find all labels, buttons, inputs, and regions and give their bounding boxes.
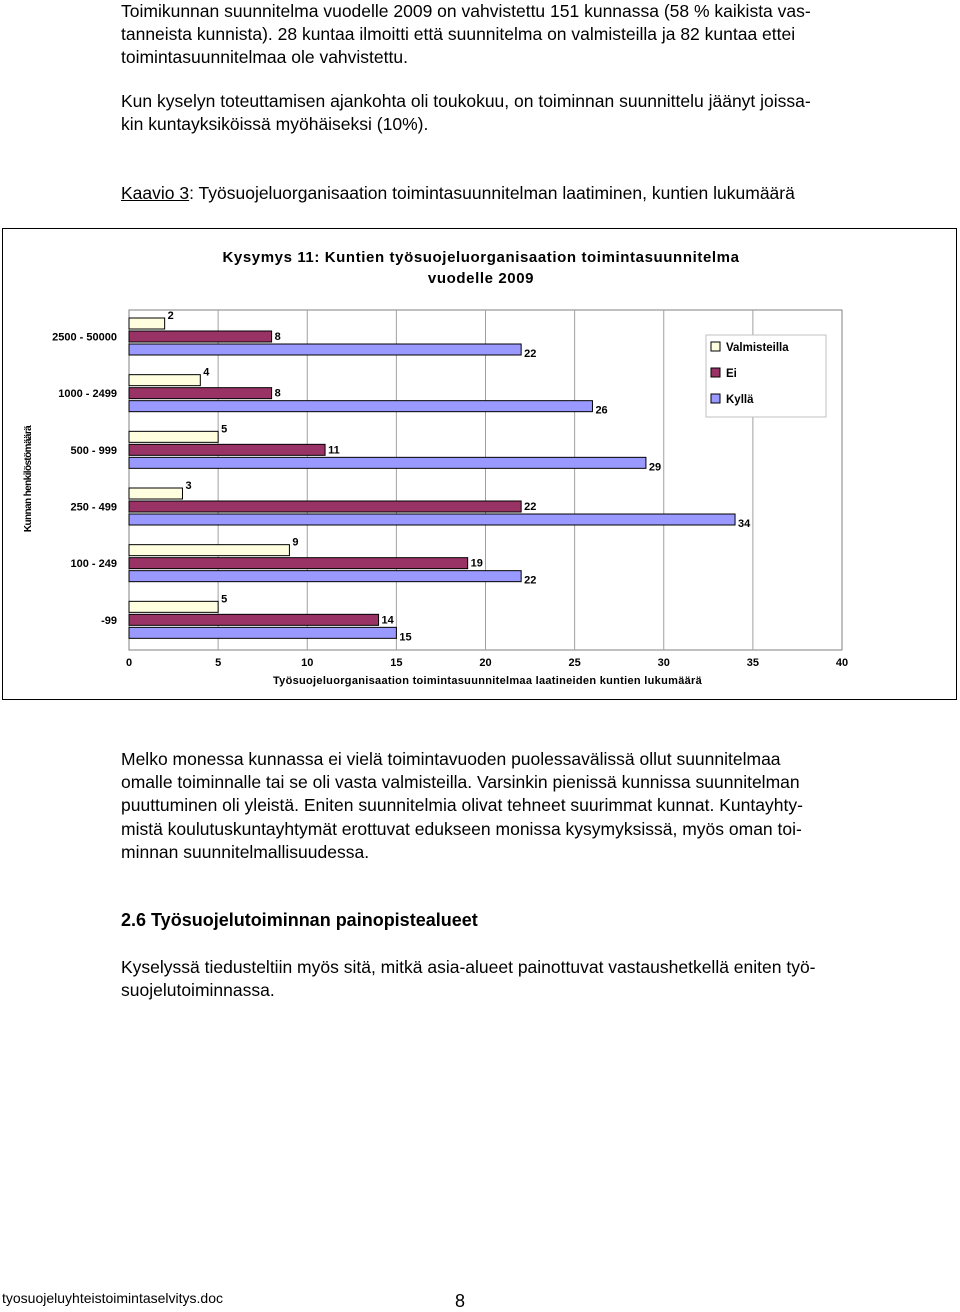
x-tick-label: 15	[390, 657, 403, 669]
chart-title-line-2: vuodelle 2009	[427, 270, 535, 287]
timing-line: kin kuntayksiköissä myöhäiseksi (10%).	[121, 114, 429, 135]
bar	[129, 488, 182, 499]
analysis-paragraph	[121, 748, 911, 864]
chart-caption	[121, 182, 795, 205]
x-tick-label: 20	[479, 657, 492, 669]
data-label: 26	[595, 404, 608, 417]
data-label: 22	[524, 574, 537, 587]
y-category-label: 2500 - 50000	[52, 331, 117, 344]
y-category-label: 500 - 999	[70, 444, 117, 457]
y-category-label: -99	[101, 614, 117, 627]
y-axis-label: Kunnan henkilöstömäärä	[23, 425, 34, 533]
chart-title: Kysymys 11: Kuntien työsuojeluorganisaation toimintasuunnitelma	[222, 249, 740, 266]
intro-line: toimintasuunnitelmaa ole vahvistettu.	[121, 47, 408, 68]
legend-label: Ei	[726, 368, 737, 380]
data-label: 34	[738, 518, 751, 530]
bar	[129, 501, 521, 512]
data-label: 15	[399, 631, 412, 644]
legend-label: Valmisteilla	[726, 342, 789, 354]
bar	[129, 318, 165, 329]
y-category-label: 1000 - 2499	[58, 388, 117, 401]
data-label: 9	[292, 536, 299, 549]
y-category-label: 100 - 249	[70, 558, 117, 571]
data-label: 29	[648, 461, 662, 474]
analysis-line: mistä koulutuskuntayhtymät erottuvat edukseen monissa kysymyksissä, myös oman toi-	[121, 818, 802, 839]
x-tick-label: 10	[301, 657, 314, 669]
x-tick-label: 30	[657, 657, 670, 669]
bar	[129, 457, 646, 468]
caption-text: : Työsuojeluorganisaation toimintasuunnitelman laatiminen, kuntien lukumäärä	[189, 183, 795, 203]
intro-line: tanneista kunnista). 28 kuntaa ilmoitti että suunnitelma on valmisteilla ja 82 kuntaa ettei	[121, 24, 796, 45]
intro-line: Toimikunnan suunnitelma vuodelle 2009 on vahvistettu 151 kunnassa (58 % kaikista vas-	[121, 1, 811, 21]
bar	[129, 375, 200, 386]
legend-swatch	[711, 394, 720, 403]
bar	[129, 344, 521, 355]
page-number: 8	[455, 1291, 466, 1311]
data-label: 22	[524, 501, 537, 513]
bar	[129, 444, 325, 455]
data-label: 19	[470, 557, 483, 570]
data-label: 5	[221, 593, 228, 606]
caption-prefix: Kaavio 3	[121, 183, 190, 203]
bar	[129, 514, 735, 525]
data-label: 5	[221, 423, 228, 436]
legend-swatch	[711, 368, 720, 377]
x-axis-label: Työsuojeluorganisaation toimintasuunnitelmaa laatineiden kuntien lukumäärä	[272, 675, 703, 687]
bar	[129, 558, 468, 569]
timing-line: Kun kyselyn toteuttamisen ajankohta oli toukokuu, on toiminnan suunnittelu jäänyt joissa-	[121, 91, 811, 111]
bar	[129, 545, 289, 556]
legend-swatch	[711, 342, 720, 351]
analysis-line: minnan suunnitelmallisuudessa.	[121, 841, 370, 862]
bar	[129, 627, 396, 638]
bar	[129, 614, 379, 625]
bar	[129, 431, 218, 442]
x-tick-label: 0	[125, 657, 133, 669]
bar	[129, 401, 592, 412]
bar	[129, 331, 272, 342]
data-label: 14	[381, 614, 394, 627]
footer-filename: tyosuojeluyhteistoimintaselvitys.doc	[2, 1290, 223, 1306]
data-label: 2	[167, 310, 174, 322]
chart-frame	[2, 228, 957, 700]
x-tick-label: 35	[746, 657, 759, 669]
analysis-line: Melko monessa kunnassa ei vielä toimintavuoden puolessavälissä ollut suunnitelmaa	[121, 749, 781, 769]
legend-label: Kyllä	[726, 394, 754, 406]
bar-chart	[3, 229, 956, 699]
bar	[129, 571, 521, 582]
data-label: 8	[274, 387, 281, 400]
bar	[129, 601, 218, 612]
x-tick-label: 5	[215, 657, 222, 669]
y-category-label: 250 - 499	[70, 501, 117, 514]
analysis-line: puuttuminen oli yleistä. Eniten suunnitelmia olivat tehneet suurimmat kunnat. Kuntayhty-	[121, 795, 803, 816]
section-heading: 2.6 Työsuojelutoiminnan painopistealueet	[121, 910, 478, 930]
data-label: 4	[203, 366, 210, 379]
survey-paragraph	[121, 956, 911, 1002]
data-label: 3	[185, 480, 192, 492]
timing-paragraph	[121, 90, 911, 136]
x-tick-label: 40	[835, 657, 849, 669]
survey-line: Kyselyssä tiedusteltiin myös sitä, mitkä asia-alueet painottuvat vastaushetkellä eniten työ-	[121, 957, 816, 977]
data-label: 8	[274, 331, 281, 343]
data-label: 22	[524, 348, 537, 360]
bar	[129, 388, 272, 399]
x-tick-label: 25	[568, 657, 581, 669]
survey-line: suojelutoiminnassa.	[121, 980, 275, 1001]
intro-paragraph	[121, 0, 911, 70]
analysis-line: omalle toiminnalle tai se oli vasta valmisteilla. Varsinkin pienissä kunnissa suunnitelman	[121, 772, 800, 793]
data-label: 11	[328, 444, 340, 457]
